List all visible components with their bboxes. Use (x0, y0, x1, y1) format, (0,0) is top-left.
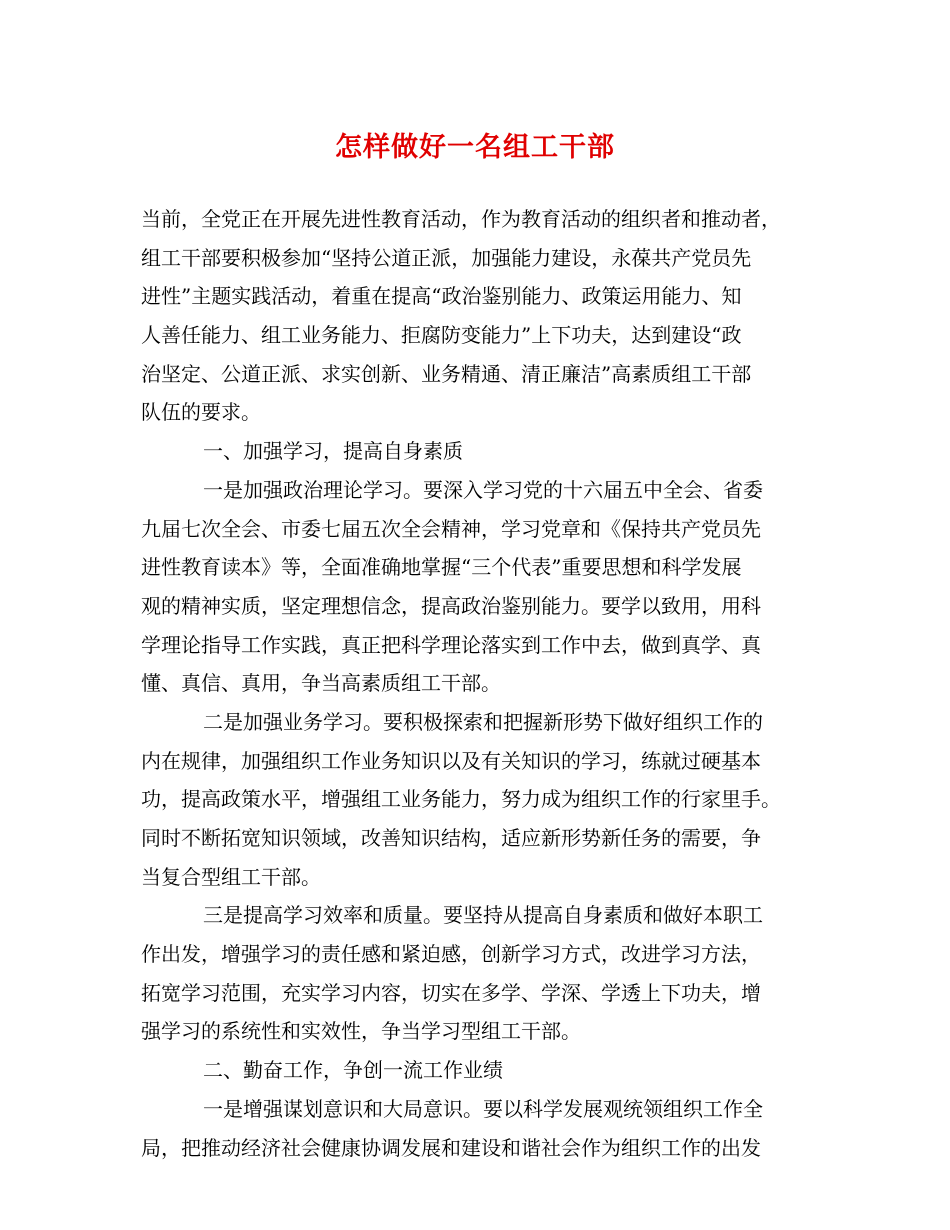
text-line: 人善任能力、组工业务能力、拒腐防变能力”上下功夫，达到建设“政 (141, 323, 742, 348)
text-line: 学理论指导工作实践，真正把科学理论落实到工作中去，做到真学、真 (141, 632, 761, 657)
text-line: 强学习的系统性和实效性，争当学习型组工干部。 (141, 1019, 581, 1044)
text-line: 当复合型组工干部。 (141, 864, 321, 889)
text-line: 当前，全党正在开展先进性教育活动，作为教育活动的组织者和推动者， (141, 207, 781, 231)
section-heading: 一、加强学习，提高自身素质 (203, 439, 463, 464)
text-line: 队伍的要求。 (141, 400, 261, 425)
section-heading: 二、勤奋工作，争创一流工作业绩 (203, 1058, 503, 1083)
text-line: 一是加强政治理论学习。要深入学习党的十六届五中全会、省委 (203, 477, 763, 502)
text-line: 进性”主题实践活动，着重在提高“政治鉴别能力、政策运用能力、知 (141, 284, 742, 309)
text-line: 三是提高学习效率和质量。要坚持从提高自身素质和做好本职工 (203, 903, 763, 928)
text-line: 局，把推动经济社会健康协调发展和建设和谐社会作为组织工作的出发 (141, 1135, 761, 1160)
text-line: 功，提高政策水平，增强组工业务能力，努力成为组织工作的行家里手。 (141, 787, 781, 812)
text-line: 懂、真信、真用，争当高素质组工干部。 (141, 671, 501, 696)
text-line: 治坚定、公道正派、求实创新、业务精通、清正廉洁”高素质组工干部 (141, 361, 752, 386)
text-line: 拓宽学习范围，充实学习内容，切实在多学、学深、学透上下功夫，增 (141, 980, 761, 1005)
text-line: 组工干部要积极参加“坚持公道正派，加强能力建设，永葆共产党员先 (141, 245, 752, 270)
text-line: 观的精神实质，坚定理想信念，提高政治鉴别能力。要学以致用，用科 (141, 593, 761, 618)
text-line: 作出发，增强学习的责任感和紧迫感，创新学习方式，改进学习方法， (141, 942, 761, 967)
text-line: 一是增强谋划意识和大局意识。要以科学发展观统领组织工作全 (203, 1096, 763, 1121)
document-body (141, 200, 815, 1167)
text-line: 内在规律，加强组织工作业务知识以及有关知识的学习，练就过硬基本 (141, 748, 761, 773)
text-line: 九届七次全会、市委七届五次全会精神，学习党章和《保持共产党员先 (141, 516, 761, 541)
document-title: 怎样做好一名组工干部 (335, 132, 615, 163)
text-line: 同时不断拓宽知识领域，改善知识结构，适应新形势新任务的需要，争 (141, 826, 761, 850)
text-line: 二是加强业务学习。要积极探索和把握新形势下做好组织工作的 (203, 709, 763, 734)
text-line: 进性教育读本》等，全面准确地掌握“三个代表”重要思想和科学发展 (141, 555, 742, 580)
